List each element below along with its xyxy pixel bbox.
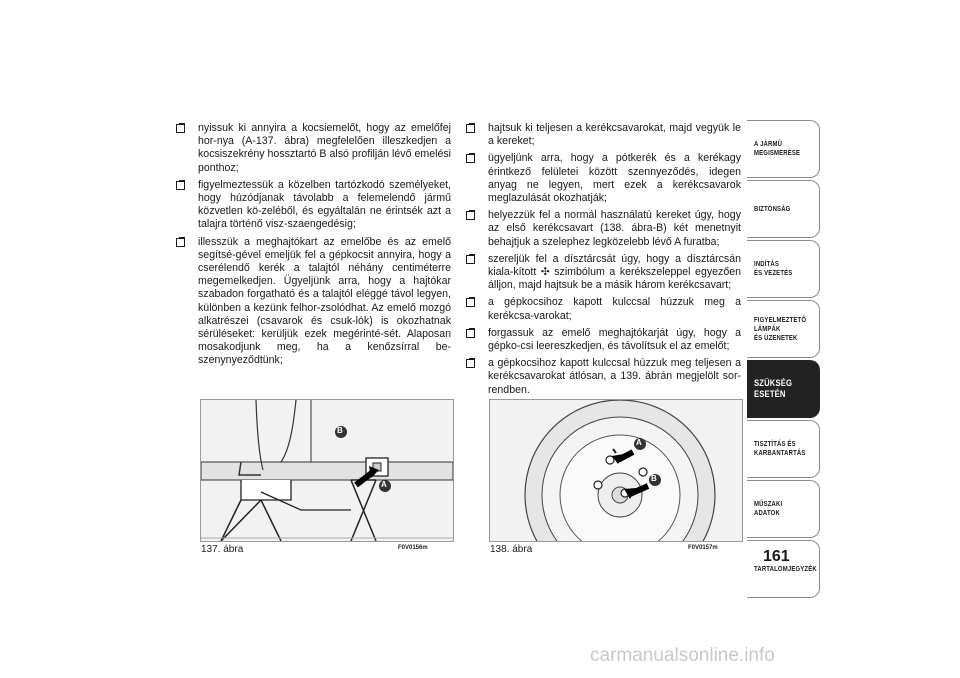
instruction-text: illesszük a meghajtókart az emelőbe és az emelő segítsé-gével emeljük fel a gépkocsit annyira, hogy a cserélendő kerék a talajtól néhány centiméterre megemelkedjen. Ügyeljünk arra, hogy a hajtókar szabadon forgatható és a talajtól eléggé távol legyen, különben a kezünk felhor-zsolódhat. Az emelő mozgó alkatrészei (csavarok és csuk-lók) is okozhatnak sérüléseket: kerüljük ezek megérinté-sét. Alaposan mosakodjunk meg, ha a kenőzsírral be-szenynyeződtünk;: [198, 235, 451, 367]
tab-emergency[interactable]: [747, 360, 820, 418]
instruction-text: a gépkocsihoz kapott kulccsal húzzuk meg a kerékcsa-varokat;: [488, 296, 741, 322]
instruction-item: [176, 122, 451, 175]
checkbox-bullet-icon: [466, 298, 475, 307]
instruction-item: [176, 179, 451, 232]
checkbox-bullet-icon: [176, 124, 185, 133]
checkbox-bullet-icon: [466, 359, 475, 368]
tab-label: SZÜKSÉG ESETÉN: [754, 378, 793, 399]
instruction-item: [466, 296, 741, 322]
figure-label-a: A: [636, 438, 642, 447]
checkbox-bullet-icon: [176, 238, 185, 247]
instruction-item: [466, 357, 741, 397]
page-number: 161: [763, 548, 790, 565]
figure-caption: 138. ábra: [490, 544, 533, 555]
instruction-item: [176, 236, 451, 368]
instruction-item: [466, 122, 741, 148]
instruction-item: [466, 327, 741, 353]
instruction-text: figyelmeztessük a közelben tartózkodó személyeket, hogy húzódjanak távolabb a felemelendő jármű közvetlen kö-zeléből, és egyáltalán ne érintsék azt a talajra történő visz-szaengedésig;: [198, 178, 451, 231]
figure-138-wheel-illustration: [489, 399, 743, 542]
figure-code: F0V0157m: [688, 545, 718, 551]
tab-warning-lights[interactable]: [747, 300, 820, 358]
instruction-text: ügyeljünk arra, hogy a pótkerék és a kerékagy érintkező felületei között szennyeződés, idegen anyag ne legyen, mert ezek a kerékcsavarok meglazulását okozhatják;: [488, 152, 741, 205]
tab-label: BIZTONSÁG: [754, 205, 791, 213]
checkbox-bullet-icon: [176, 181, 185, 190]
checkbox-bullet-icon: [466, 255, 475, 264]
tab-label: MŰSZAKI ADATOK: [754, 501, 783, 517]
tab-vehicle-overview[interactable]: [747, 120, 820, 178]
tab-safety[interactable]: [747, 180, 820, 238]
tab-label: INDÍTÁS ÉS VEZETÉS: [754, 261, 793, 277]
figure-137-jack-illustration: [200, 399, 454, 542]
left-text-column: [176, 122, 451, 372]
instruction-text: nyissuk ki annyira a kocsiemelőt, hogy az emelőfej hor-nya (A-137. ábra) megfelelően illeszkedjen a kocsiszekrény hossztartó B alsó profilján lévő emelési ponthoz;: [198, 122, 451, 174]
instruction-item: [466, 209, 741, 249]
tab-label: FIGYELMEZTETŐ LÁMPÁK ÉS ÜZENETEK: [754, 316, 807, 342]
instruction-text: szereljük fel a dísztárcsát úgy, hogy a dísztárcsán kiala-kított ✣ szimbólum a kerékszeleppel egyezően álljon, majd hajtsuk be a másik három kerékcsavart;: [488, 252, 741, 292]
checkbox-bullet-icon: [466, 211, 475, 220]
tab-technical-data[interactable]: [747, 480, 820, 538]
instruction-text: hajtsuk ki teljesen a kerékcsavarokat, majd vegyük le a kereket;: [488, 122, 741, 148]
figure-label-b: B: [651, 474, 657, 483]
section-tabs: [747, 120, 820, 600]
instruction-item: [466, 253, 741, 293]
tab-starting-driving[interactable]: [747, 240, 820, 298]
figure-code: F0V0156m: [398, 545, 428, 551]
jack-drawing: [201, 400, 453, 541]
instruction-text: a gépkocsihoz kapott kulccsal húzzuk meg teljesen a kerékcsavarokat átlósan, a 139. ábrán megjelölt sor-rendben.: [488, 357, 741, 396]
figure-label-b: B: [337, 426, 343, 435]
wheel-drawing: [490, 400, 742, 541]
tab-label: A JÁRMŰ MEGISMERÉSE: [754, 141, 801, 157]
tab-label: TISZTÍTÁS ÉS KARBANTARTÁS: [754, 441, 806, 457]
figure-label-a: A: [381, 480, 387, 489]
instruction-text: helyezzük fel a normál használatú kereket úgy, hogy az első kerékcsavart (138. ábra-B) két menetnyit behajtjuk a szelephez legközelebb lévő A furatba;: [488, 209, 741, 248]
instruction-text: forgassuk az emelő meghajtókarját úgy, hogy a gépko-csi leereszkedjen, és távolítsuk el az emelőt;: [488, 326, 741, 353]
checkbox-bullet-icon: [466, 329, 475, 338]
checkbox-bullet-icon: [466, 154, 475, 163]
tab-label: TARTALOMJEGYZÉK: [754, 565, 817, 573]
checkbox-bullet-icon: [466, 124, 475, 133]
right-text-column: [466, 122, 741, 401]
figure-caption: 137. ábra: [201, 544, 244, 555]
watermark: carmanualsonline.info: [590, 645, 775, 666]
instruction-item: [466, 152, 741, 205]
tab-maintenance[interactable]: [747, 420, 820, 478]
